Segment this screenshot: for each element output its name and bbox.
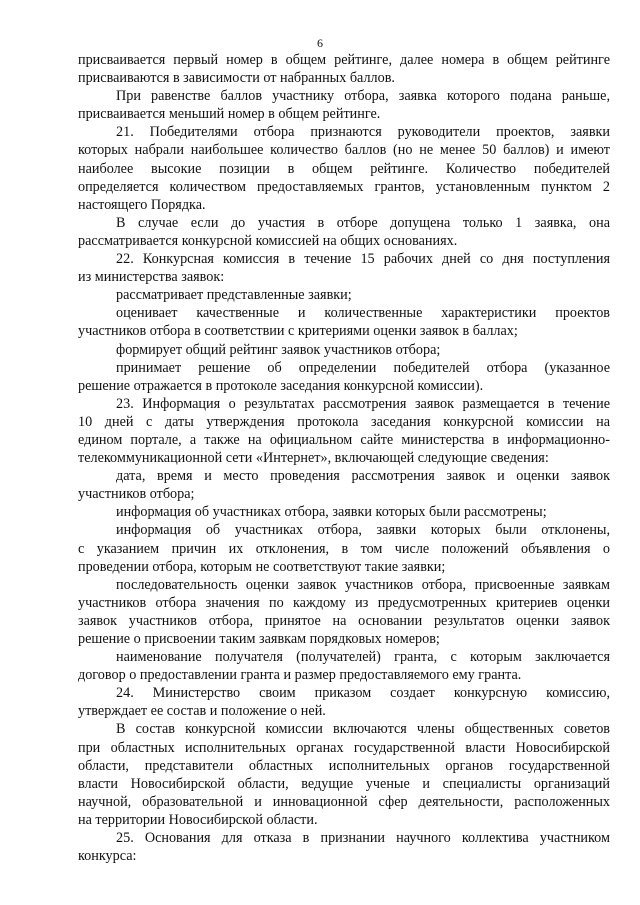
page-number: 6 [317, 36, 323, 50]
text-line: дата, время и место проведения рассмотрения заявок и оценки заявок [116, 468, 610, 485]
text-line: принимает решение об определении победителей отбора (указанное [116, 359, 610, 376]
text-line: области, представители областных исполнительных органов государственной [78, 757, 610, 774]
text-line: последовательность оценки заявок участников отбора, присвоенные заявкам [116, 576, 610, 593]
text-line: 23. Информация о результатах рассмотрения заявок размещается в течение [116, 395, 610, 412]
text-line: с указанием причин их отклонения, в том числе положений объявления о [78, 540, 610, 557]
text-line: рассматривает представленные заявки; [116, 287, 352, 304]
text-line: информация об участниках отбора, заявки которых были рассмотрены; [116, 504, 547, 521]
text-line: решение отражается в протоколе заседания конкурсной комиссии). [78, 377, 484, 394]
text-line: при областных исполнительных органах государственной власти Новосибирской [78, 739, 610, 756]
text-line: определяется количеством предоставляемых грантов, установленным пунктом 2 [78, 178, 610, 195]
text-line: участников отбора в соответствии с критериями оценки заявок в баллах; [78, 323, 518, 340]
text-line: наиболее высокие позиции в общем рейтинге. Количество победителей [78, 160, 610, 177]
text-line: формирует общий рейтинг заявок участников отбора; [116, 341, 441, 358]
text-line: власти Новосибирской области, ведущие ученые и специалисты организаций [78, 775, 610, 792]
text-line: 24. Министерство своим приказом создает конкурсную комиссию, [116, 685, 610, 702]
text-line: присваивается первый номер в общем рейтинге, далее номера в общем рейтинге [78, 52, 610, 68]
text-line: В случае если до участия в отборе допущена только 1 заявка, она [116, 214, 610, 231]
text-line: В состав конкурсной комиссии включаются члены общественных советов [116, 721, 610, 738]
text-line: 21. Победителями отбора признаются руководители проектов, заявки [116, 124, 610, 141]
text-line: участников отбора; [78, 486, 195, 503]
document-body [78, 51, 610, 865]
text-line: заявок участников отбора, принятое на основании результатов оценки заявок [78, 612, 610, 629]
text-line: участников отбора значения по каждому из предусмотренных критериев оценки [78, 594, 610, 611]
text-line: 22. Конкурсная комиссия в течение 15 рабочих дней со дня поступления [116, 251, 610, 268]
text-line: 25. Основания для отказа в признании научного коллектива участником [116, 830, 610, 847]
text-line: рассматривается конкурсной комиссией на общих основаниях. [78, 232, 458, 249]
text-line: 10 дней с даты утверждения протокола заседания конкурсной комиссии на [78, 413, 610, 430]
text-line: При равенстве баллов участнику отбора, заявка которого подана раньше, [116, 88, 610, 105]
text-line: решение о присвоении таким заявкам порядковых номеров; [78, 631, 440, 647]
text-line: наименование получателя (получателей) гранта, с которым заключается [116, 649, 610, 666]
text-line: из министерства заявок: [78, 269, 225, 286]
text-line: оценивает качественные и количественные характеристики проектов [116, 305, 610, 322]
text-line: на территории Новосибирской области. [78, 811, 318, 828]
text-line: телекоммуникационной сети «Интернет», включающей следующие сведения: [78, 450, 549, 467]
text-line: научной, образовательной и инновационной сфер деятельности, расположенных [78, 793, 610, 810]
text-line: договор о предоставлении гранта и размер предоставляемого ему гранта. [78, 667, 522, 684]
text-line: проведении отбора, которым не соответствуют такие заявки; [78, 558, 446, 575]
text-line: присваивается меньший номер в общем рейтинге. [78, 106, 381, 123]
text-line: информация об участниках отбора, заявки которых были отклонены, [116, 522, 610, 539]
text-line: присваиваются в зависимости от набранных баллов. [78, 70, 395, 87]
text-line: конкурса: [78, 848, 137, 865]
text-line: настоящего Порядка. [78, 196, 206, 213]
text-line: утверждает ее состав и положение о ней. [78, 703, 326, 720]
text-line: которых набрали наибольшее количество баллов (но не менее 50 баллов) и имеют [78, 142, 610, 159]
text-line: едином портале, а также на официальном сайте министерства в информационно- [78, 431, 610, 448]
